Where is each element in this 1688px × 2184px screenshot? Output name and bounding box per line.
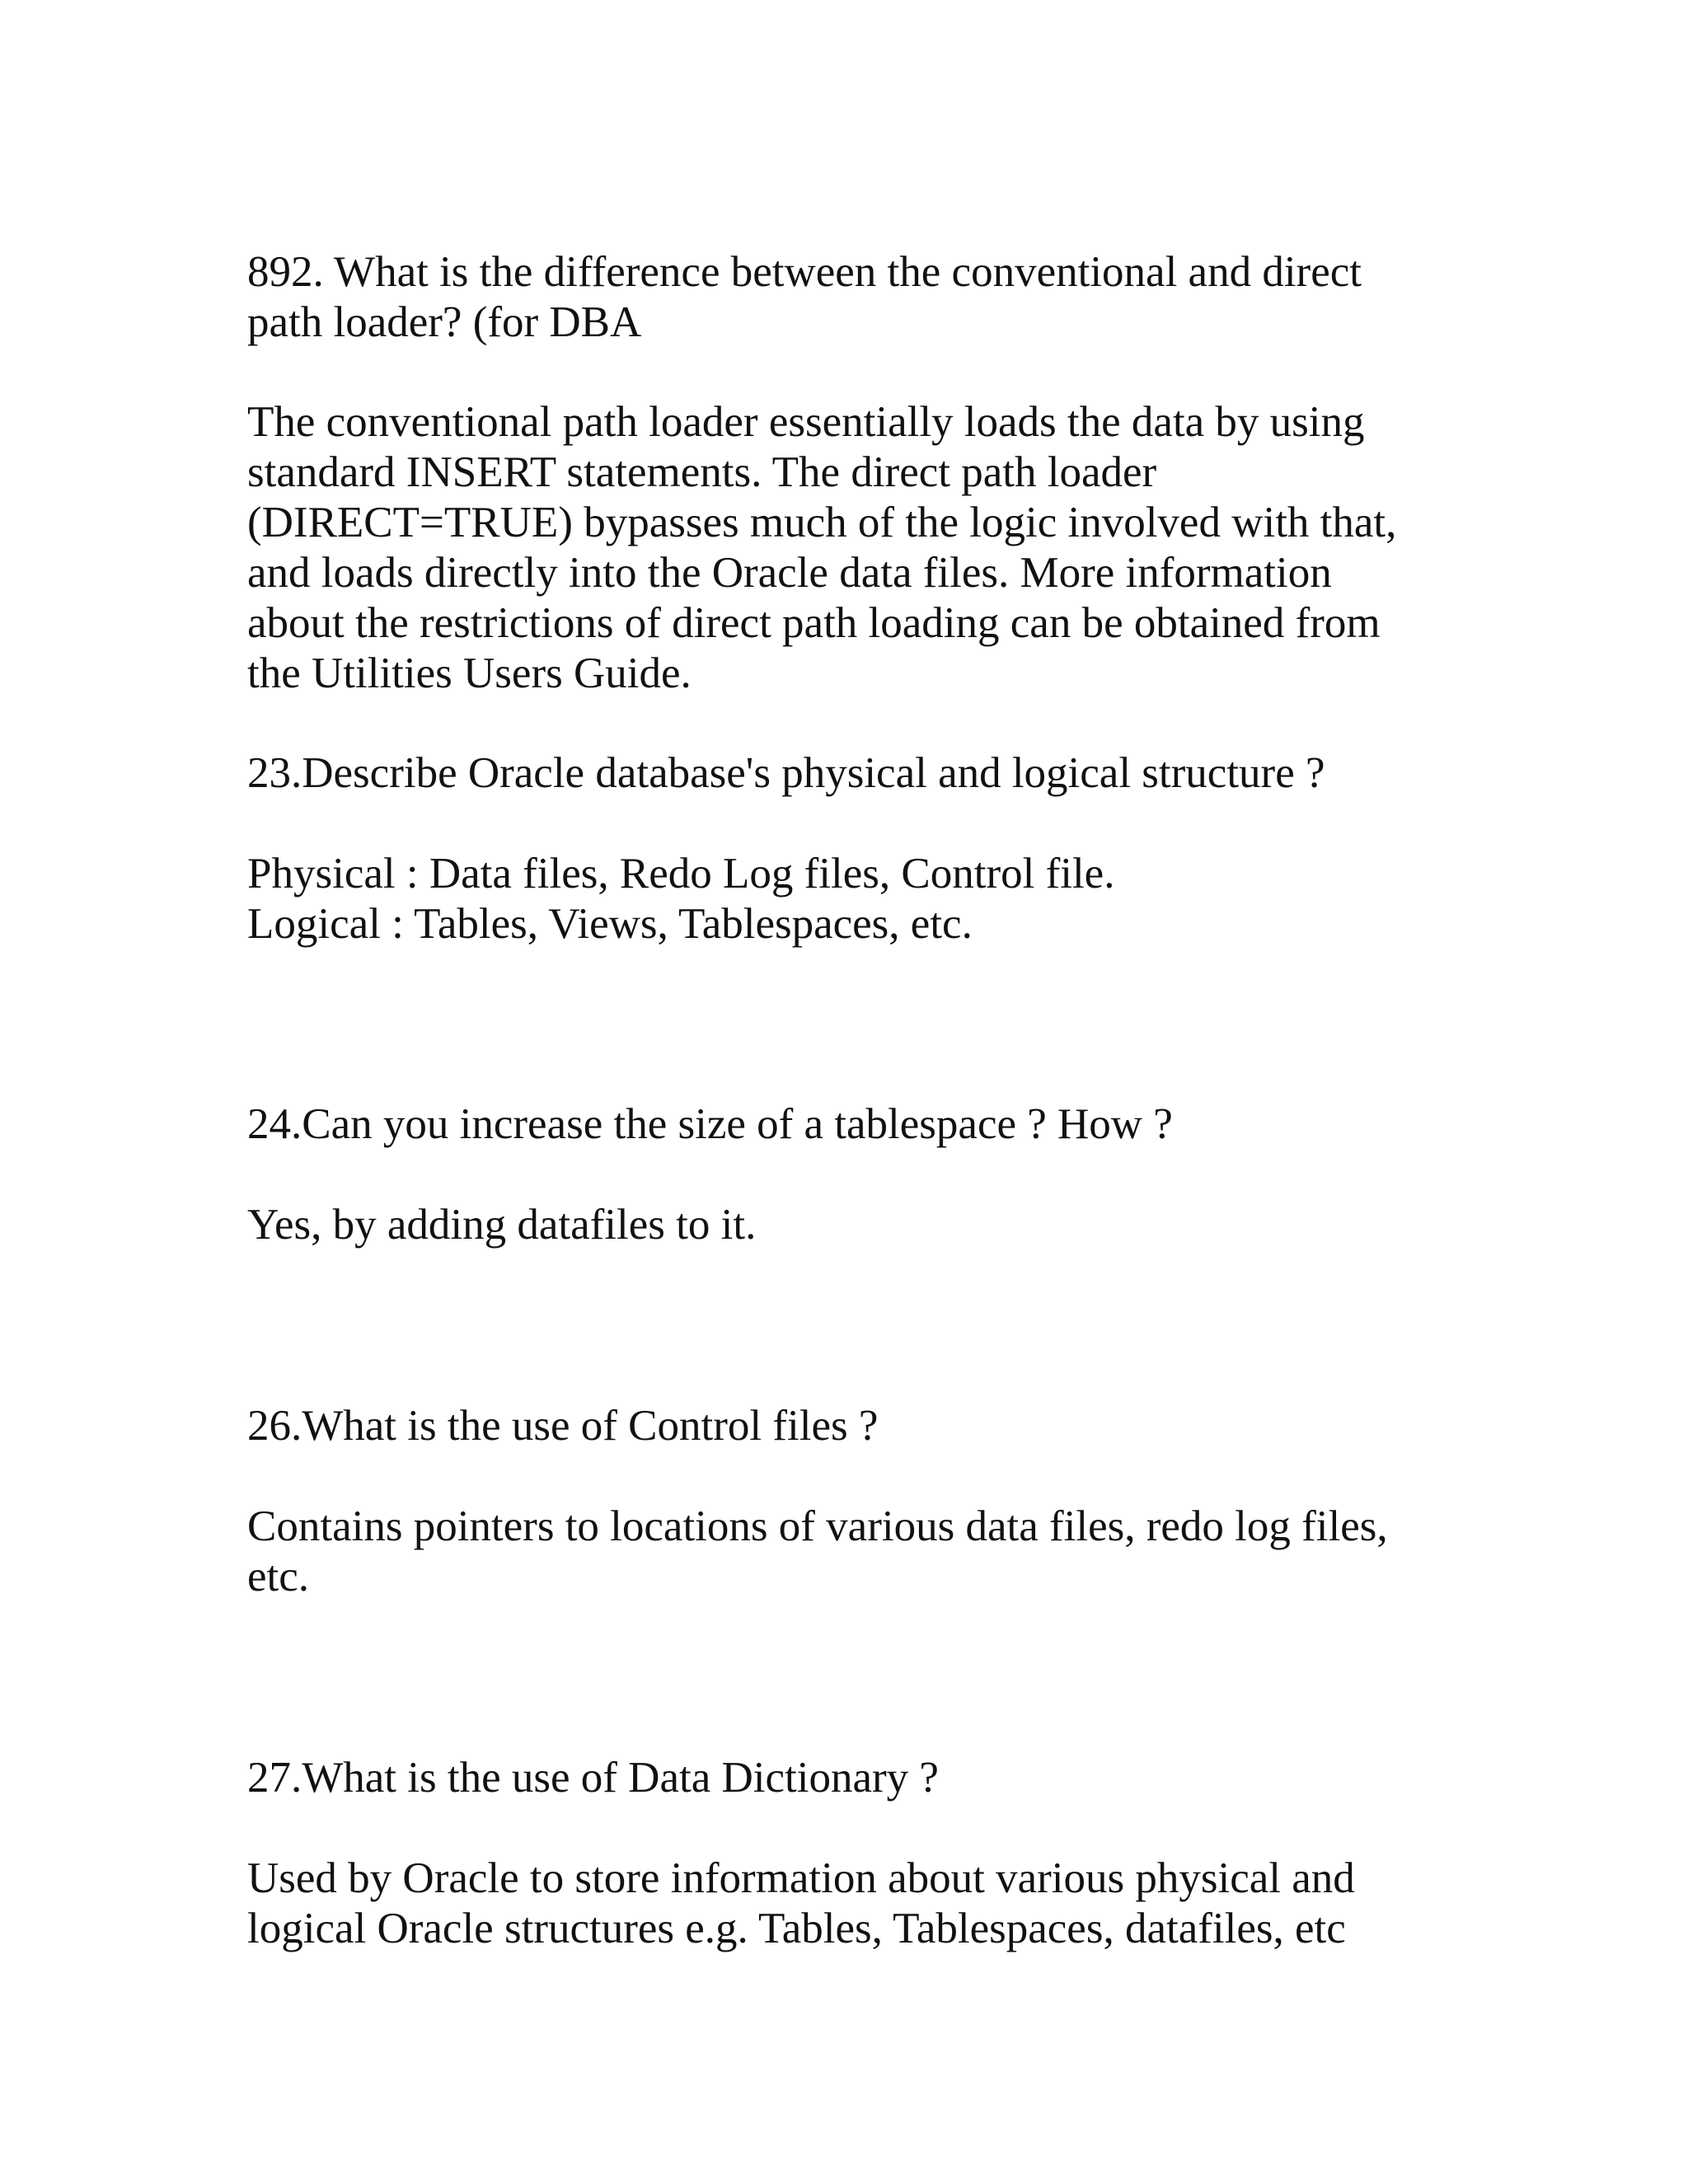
answer-23-line-2: Logical : Tables, Views, Tablespaces, etc. (247, 900, 973, 948)
question-24-line-1: 24.Can you increase the size of a tablespace ? How ? (247, 1100, 1173, 1148)
answer-892-line-1: The conventional path loader essentially loads the data by using (247, 398, 1365, 446)
answer-26-line-2: etc. (247, 1553, 310, 1601)
answer-27-line-2: logical Oracle structures e.g. Tables, Tablespaces, datafiles, etc (247, 1905, 1346, 1952)
answer-892-line-3: (DIRECT=TRUE) bypasses much of the logic involved with that, (247, 499, 1397, 546)
answer-24-line-1: Yes, by adding datafiles to it. (247, 1201, 757, 1249)
answer-892-line-4: and loads directly into the Oracle data files. More information (247, 549, 1332, 597)
question-892-line-2: path loader? (for DBA (247, 298, 642, 346)
answer-892-line-5: about the restrictions of direct path loading can be obtained from (247, 599, 1381, 647)
answer-23-line-1: Physical : Data files, Redo Log files, Control file. (247, 850, 1115, 898)
answer-26-line-1: Contains pointers to locations of various data files, redo log files, (247, 1502, 1388, 1550)
answer-892-line-2: standard INSERT statements. The direct path loader (247, 448, 1157, 496)
question-892-line-1: 892. What is the difference between the conventional and direct (247, 248, 1362, 296)
answer-892-line-6: the Utilities Users Guide. (247, 649, 692, 697)
question-23-line-1: 23.Describe Oracle database's physical and logical structure ? (247, 749, 1325, 797)
question-26-line-1: 26.What is the use of Control files ? (247, 1402, 879, 1450)
answer-27-line-1: Used by Oracle to store information about various physical and (247, 1854, 1355, 1902)
question-27-line-1: 27.What is the use of Data Dictionary ? (247, 1754, 939, 1802)
